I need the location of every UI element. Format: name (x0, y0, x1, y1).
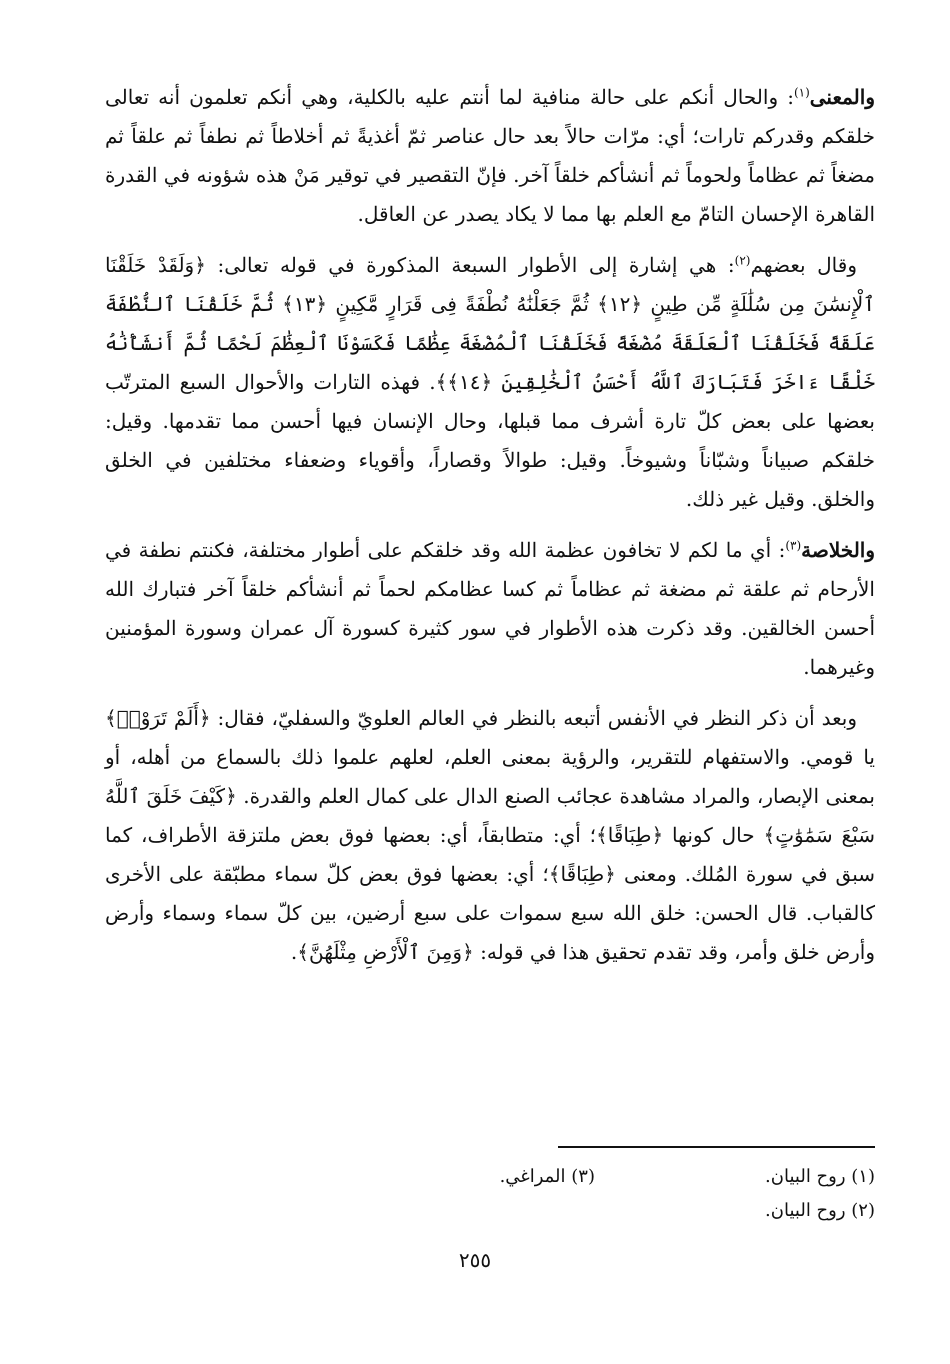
footnote-1: (١) روح البيان. (765, 1166, 875, 1187)
paragraph-some-said (105, 246, 875, 519)
footnote-ref-1: (١) (793, 85, 810, 100)
footnote-row-1 (330, 1160, 875, 1194)
footnote-ref-3: (٣) (785, 538, 802, 553)
paragraph-some-said-text: : هي إشارة إلى الأطوار السبعة المذكورة في قوله تعالى: (217, 253, 735, 277)
paragraph-meaning-text: : والحال أنكم على حالة منافية لما أنتم عليه بالكلية، وهي أنكم تعلمون أنه تعالى خلقكم وقدركم تارات؛ أي: مرّات حالاً بعد حال عناصر ثمّ أغذيةً ثم أخلاطاً ثم نطفاً ثم علقاً ثم مضغاً ثم عظاماً ولحوماً ثم أنشأكم خلقاً آخر. فإنّ التقصير في توقير مَنْ هذه شؤونه في القدرة القاهرة الإحسان التامّ مع العلم بها مما لا يكاد يصدر عن العاقل. (105, 85, 875, 226)
paragraph-summary-text: : أي ما لكم لا تخافون عظمة الله وقد خلقكم على أطوار مختلفة، فكنتم نطفة في الأرحام ثم علقة ثم مضغة ثم عظاماً ثم كسا عظامكم لحماً ثم أنشأكم خلقاً آخر فتبارك الله أحسن الخالقين. وقد ذكرت هذه الأطوار في سور كثيرة كسورة آل عمران وسورة المؤمنين وغيرهما. (105, 538, 875, 679)
paragraph-heavens-text: وبعد أن ذكر النظر في الأنفس أتبعه بالنظر في العالم العلويّ والسفليّ، فقال: ﴿أَلَمْ تَرَوْا۟﴾ يا قومي. والاستفهام للتقرير، والرؤية بمعنى العلم، لعلهم علموا ذلك بالسماع من أهله، أو بمعنى الإبصار، والمراد مشاهدة عجائب الصنع الدال على كمال العلم والقدرة. ﴿كَيْفَ خَلَقَ ٱللَّهُ سَبْعَ سَمَٰوَٰتٍ﴾ حال كونها ﴿طِبَاقًا﴾؛ أي: متطابقاً، أي: بعضها فوق بعض ملتزقة الأطراف، كما سبق في سورة المُلك. ومعنى ﴿طِبَاقًا﴾؛ أي: بعضها فوق بعض كلّ سماء مطبّقة على الأخرى كالقباب. قال الحسن: خلق الله سبع سموات على سبع أرضين، بين كلّ سماء وسماء وأرض وأرض خلق وأمر، وقد تقدم تحقيق هذا في قوله: ﴿وَمِنَ ٱلْأَرْضِ مِثْلَهُنَّ﴾. (105, 706, 875, 964)
page-body (105, 78, 875, 984)
paragraph-summary (105, 531, 875, 687)
footnote-ref-2: (٢) (734, 253, 751, 268)
lead-word-summary: والخلاصة (801, 538, 875, 562)
footnote-3: (٣) المراغي. (499, 1166, 595, 1187)
footnote-row-2 (330, 1194, 875, 1228)
quran-verse-block: ﴿وَلَقَدْ خَلَقْنَا ٱلْإِنسَٰنَ مِن سُلَٰلَةٍ مِّن طِينٍ ﴿١٢﴾ ثُمَّ جَعَلْنَٰهُ نُطْفَةً فِى قَرَارٍ مَّكِينٍ ﴿١٣﴾ ثُمَّ خَلَقْنَا ٱلنُّطْفَةَ عَلَقَةً فَخَلَقْنَا ٱلْعَلَقَةَ مُضْغَةً فَخَلَقْنَا ٱلْمُضْغَةَ عِظَٰمًا فَكَسَوْنَا ٱلْعِظَٰمَ لَحْمًا ثُمَّ أَنشَأْنَٰهُ خَلْقًا ءَاخَرَ فَتَبَارَكَ ٱللَّهُ أَحْسَنُ ٱلْخَٰلِقِينَ ﴿١٤﴾﴾ (105, 253, 876, 394)
lead-word-some-said: وقال بعضهم (750, 253, 857, 277)
footnote-2: (٢) روح البيان. (765, 1200, 875, 1221)
paragraph-some-said-rest: . فهذه التارات والأحوال السبع المترتّب بعضها على بعض كلّ تارة أشرف مما قبلها، وحال الإنسان فيها أحسن مما تقدمها. وقيل: خلقكم صبياناً وشبّاناً وشيوخاً. وقيل: طوالاً وقصاراً، وأقوياء وضعفاء مختلفين في الخلق والخلق. وقيل غير ذلك. (105, 370, 875, 511)
paragraph-meaning (105, 78, 875, 234)
footnotes (330, 1160, 875, 1228)
paragraph-heavens (105, 699, 875, 972)
footnote-divider (558, 1146, 875, 1148)
lead-word-meaning: والمعنى (809, 85, 875, 109)
page-number: ٢٥٥ (458, 1248, 492, 1272)
